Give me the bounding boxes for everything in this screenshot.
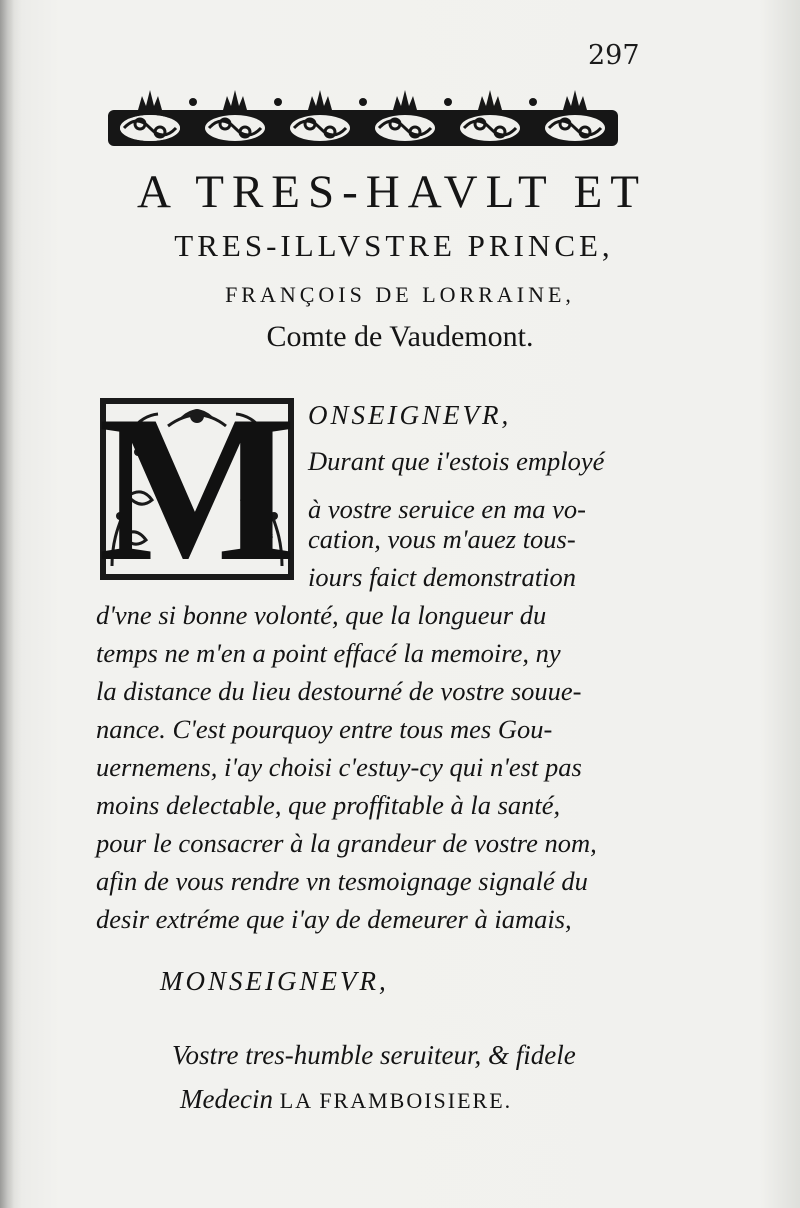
signature-name: LA FRAMBOISIERE. [279, 1088, 513, 1113]
body-line: pour le consacrer à la grandeur de vostre nom, [96, 828, 597, 858]
body-line: moins delectable, que proffitable à la santé, [96, 790, 561, 820]
body-line: la distance du lieu destourné de vostre souue- [96, 676, 582, 706]
body-line: uernemens, i'ay choisi c'estuy-cy qui n'est pas [96, 752, 582, 782]
heading-line-1: A TRES-HAVLT ET [137, 166, 647, 218]
salutation-top: ONSEIGNEVR, [308, 400, 512, 430]
body-line: cation, vous m'auez tous- [308, 524, 576, 554]
body-line: iours faict demonstration [308, 562, 576, 592]
body-line: temps ne m'en a point effacé la memoire, ny [96, 638, 561, 668]
decorated-initial [98, 373, 297, 605]
body-line: à vostre seruice en ma vo- [308, 494, 586, 524]
salutation-bottom: MONSEIGNEVR, [160, 966, 389, 996]
signature-line-1: Vostre tres-humble seruiteur, & fidele [172, 1040, 576, 1070]
page-number: 297 [588, 40, 640, 71]
signature-line-2 [180, 1084, 512, 1115]
floral-headpiece-icon [108, 80, 618, 150]
decorated-initial-letter: M [98, 373, 297, 605]
body-line: desir extréme que i'ay de demeurer à iamais, [96, 904, 572, 934]
heading-line-2: TRES-ILLVSTRE PRINCE, [174, 228, 614, 263]
body-line: afin de vous rendre vn tesmoignage signalé du [96, 866, 588, 896]
body-line: d'vne si bonne volonté, que la longueur du [96, 600, 547, 630]
body-line: Durant que i'estois employé [308, 446, 605, 476]
signature-title: Medecin [180, 1084, 273, 1114]
body-line: nance. C'est pourquoy entre tous mes Gou- [96, 714, 553, 744]
heading-line-4: Comte de Vaudemont. [266, 320, 534, 353]
heading-line-3: FRANÇOIS DE LORRAINE, [225, 282, 575, 307]
